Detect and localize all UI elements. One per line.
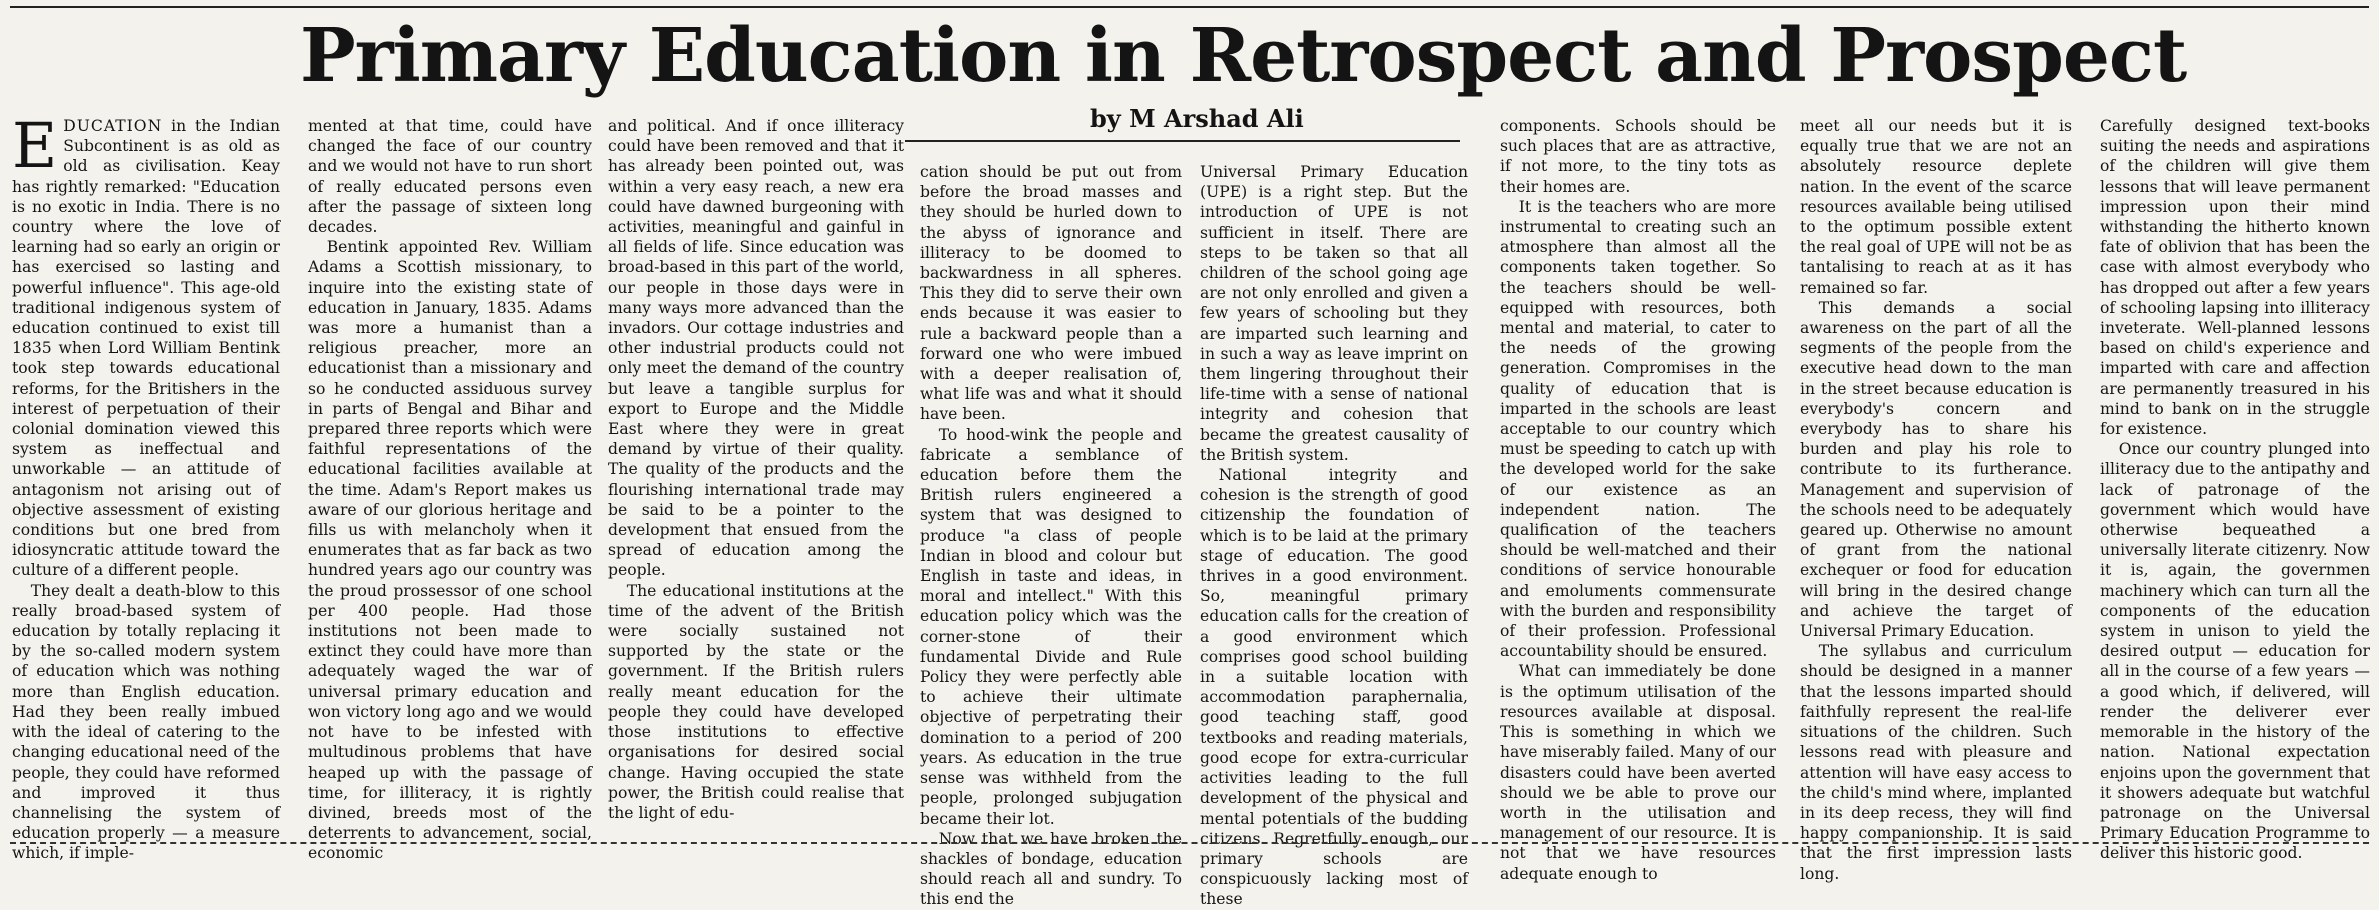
column-paragraph: meet all our needs but it is equally true that we are not an absolutely resource deplete nation. In the event of the scarce resources available being utilised to the optimum possible extent the real goal of UPE will not be as tantalising to reach at as it has remained so far. [1800,117,2072,297]
lead-word: DUCATION [63,117,163,135]
column-paragraph: The syllabus and curriculum should be designed in a manner that the lessons imparted should faithfully represent the real-life situations of the children. Such lessons read with pleasure and attention will have easy access to the child's mind where, implanted in its deep recess, they will find happy companionship. It is said that the first impression lasts long. [1800,642,2072,883]
article-column-4 [920,162,1182,909]
column-paragraph: They dealt a death-blow to this really broad-based system of education by totally replacing it by the so-called modern system of education which was nothing more than English education. Had they been really imbued with the ideal of catering to the changing educational need of the people, they could have reformed and improved it thus channelising the system of education properly — a measure which, if imple- [12,581,280,863]
article-column-8 [2100,116,2370,863]
column-paragraph: components. Schools should be such places that are as attractive, if not more, to the tiny tots as their homes are. [1500,117,1776,196]
column-paragraph: Now that we have broken the shackles of bondage, education should reach all and sundry. To this end the [920,829,1182,909]
article-column-1 [12,109,280,863]
column-paragraph: National integrity and cohesion is the strength of good citizenship the foundation of which is to be laid at the primary stage of education. The good thrives in a good environment. So, meaningful primary education calls for the creation of a good environment which comprises good school building in a suitable location with accommodation paraphernalia, good teaching staff, good textbooks and reading materials, good ecope for extra-curricular activities leading to the full development of the physical and mental potentials of the budding citizens. Regretfully enough, our primary schools are conspicuously lacking most of these [1200,466,1468,909]
byline-rule [905,140,1460,142]
column-paragraph: Once our country plunged into illiteracy due to the antipathy and lack of patronage of the government which would have otherwise bequeathed a universally literate citizenry. Now it is, again, the governmen machinery which can turn all the components of the education system in unison to yield the desired output — education for all in the course of a few years — a good which, if delivered, will render the deliverer ever memorable in the history of the nation. National expectation enjoins upon the government that it showers adequate but watchful patronage on the Universal Primary Education Programme to deliver this historic good. [2100,440,2370,863]
column-paragraph: This demands a social awareness on the part of all the segments of the people from the executive head down to the man in the street because education is everybody's concern and everybody has to share his burden and play his role to contribute to its furtherance. Management and supervision of the schools need to be adequately geared up. Otherwise no amount of grant from the national exchequer or food for education will bring in the desired change and achieve the target of Universal Primary Education. [1800,298,2072,641]
article-column-5 [1200,162,1468,909]
article-column-2 [308,116,592,863]
column-paragraph [12,109,280,581]
column-paragraph: cation should be put out from before the broad masses and they should be hurled down to the abyss of ignorance and illiteracy to be doomed to backwardness in all spheres. This they did to serve their own ends because it was easier to rule a backward people than a forward one who were imbued with a deeper realisation of, what life was and what it should have been. [920,163,1182,424]
column-paragraph: The educational institutions at the time of the advent of the British were socially sustained not supported by the state or the government. If the British rulers really meant education for the people they could have developed those institutions to effective organisations for desired social change. Having occupied the state power, the British could realise that the light of edu- [608,581,904,822]
column-paragraph: To hood-wink the people and fabricate a semblance of education before them the British rulers engineered a system that was designed to produce "a class of people Indian in blood and colour but English in taste and ideas, in moral and intellect." With this education policy which was the corner-stone of their fundamental Divide and Rule Policy they were perfectly able to achieve their ultimate objective of perpetrating their domination to a period of 200 years. As education in the true sense was withheld from the people, prolonged subjugation became their lot. [920,425,1182,828]
column-paragraph: What can immediately be done is the optimum utilisation of the resources available at disposal. This is something in which we have miserably failed. Many of our disasters could have been averted should we be able to prove our worth in the utilisation and management of our resource. It is not that we have resources adequate enough to [1500,662,1776,883]
column-paragraph: It is the teachers who are more instrumental to creating such an atmosphere than almost all the components taken together. So the teachers should be well-equipped with resources, both mental and material, to cater to the needs of the growing generation. Compromises in the quality of education that is imparted in the schools are least acceptable to our country which must be speeding to catch up with the developed world for the sake of our existence as an independent nation. The qualification of the teachers should be well-matched and their conditions of service honourable and emoluments commensurate with the burden and responsibility of their profession. Professional accountability should be ensured. [1500,197,1776,661]
article-title: Primary Education in Retrospect and Prospect [300,13,2187,99]
article-column-3 [608,116,904,832]
column-paragraph: Bentink appointed Rev. William Adams a Scottish missionary, to inquire into the existing state of education in January, 1835. Adams was more a humanist than a religious preacher, more an educationist than a missionary and so he conducted assiduous survey in parts of Bengal and Bihar and prepared three reports which were faithful representations of the educational facilities available at the time. Adam's Report makes us aware of our glorious heritage and fills us with melancholy when it enumerates that as far back as two hundred years ago our country was the proud prossessor of one school per 400 people. Had those institutions not been made to extinct they could have more than adequately waged the war of universal primary education and won victory long ago and we would not have to be infested with multudinous problems that have heaped up with the passage of time, for illiteracy, it is rightly divined, breeds most of the deterrents to advancement, social, economic [308,238,592,863]
paragraph-text: in the Indian Subcontinent is as old as old as civilisation. Keay has rightly remarked: "Education is no exotic in India. There is no country where the love of learning had so early an origin or has exercised so lasting and powerful influence". This age-old traditional indigenous system of education continued to exist till 1835 when Lord William Bentink took step towards educational reforms, for the Britishers in the interest of perpetuation of their colonial domination viewed this system as ineffectual and unworkable — an attitude of antagonism not arising out of objective assessment of existing conditions but one bred from idiosyncratic attitude toward the culture of a different people. [12,117,280,580]
bottom-rule [10,842,2369,844]
byline: by M Arshad Ali [1090,104,1304,133]
drop-cap: E [12,109,58,182]
top-rule [10,6,2369,8]
column-paragraph: mented at that time, could have changed the face of our country and we would not have to run short of really educated persons even after the passage of sixteen long decades. [308,117,592,237]
article-column-6 [1500,116,1776,883]
column-paragraph: Universal Primary Education (UPE) is a right step. But the introduction of UPE is not sufficient in itself. There are steps to be taken so that all children of the school going age are not only enrolled and given a few years of schooling but they are imparted such learning and in such a way as leave imprint on them lingering throughout their life-time with a sense of national integrity and cohesion that became the greatest causality of the British system. [1200,163,1468,464]
column-paragraph: Carefully designed text-books suiting the needs and aspirations of the children will give them lessons that will leave permanent impression upon their mind withstanding the hitherto known fate of oblivion that has been the case with almost everybody who has dropped out after a few years of schooling lapsing into illiteracy inveterate. Well-planned lessons based on child's experience and imparted with care and affection are permanently treasured in his mind to bank on in the struggle for existence. [2100,117,2370,439]
article-column-7 [1800,116,2072,883]
column-paragraph: and political. And if once illiteracy could have been removed and that it has already been pointed out, was within a very easy reach, a new era could have dawned burgeoning with activities, meaningful and gainful in all fields of life. Since education was broad-based in this part of the world, our people in those days were in many ways more advanced than the invadors. Our cottage industries and other industrial products could not only meet the demand of the country but leave a tangible surplus for export to Europe and the Middle East where they were in great demand by virtue of their quality. The quality of the products and the flourishing international trade may be said to be a pointer to the development that ensued from the spread of education among the people. [608,117,904,580]
